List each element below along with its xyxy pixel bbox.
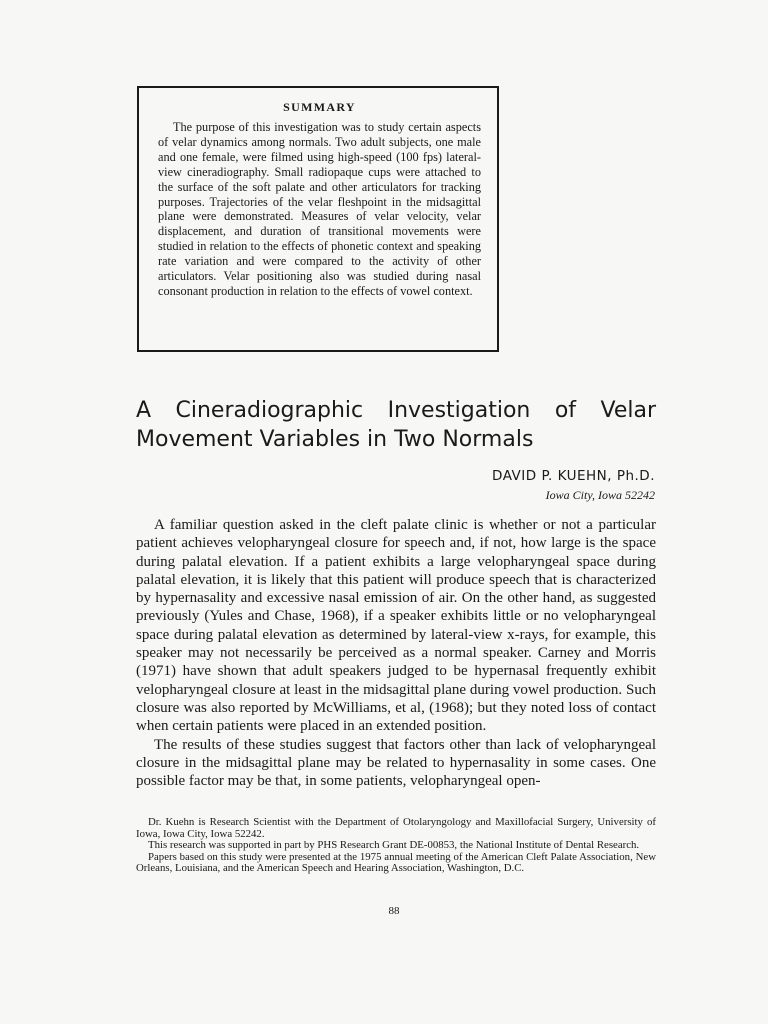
summary-text: The purpose of this investigation was to study certain aspects of velar dynamics among normals. Two adult subjects, one male and one female, were filmed using high-speed (100 fps) lateral-view cineradiography. Small radiopaque cups were attached to the surface of the soft palate and other articulators for tracking purposes. Trajectories of the velar fleshpoint in the midsagittal plane were demonstrated. Measures of velar velocity, velar displacement, and duration of transitional movements were studied in relation to the effects of phonetic context and speaking rate variation and were compared to the activity of other articulators. Velar positioning also was studied during nasal consonant production in relation to the effects of vowel context. bbox=[158, 120, 481, 298]
footnote: Dr. Kuehn is Research Scientist with the Department of Otolaryngology and Maxillofacial Surgery, University of Iowa, Iowa City, Iowa 52242. bbox=[136, 816, 656, 840]
body-text bbox=[136, 516, 656, 790]
body-paragraph: The results of these studies suggest that factors other than lack of velopharyngeal closure in the midsagittal plane may be related to hypernasality in some cases. One possible factor may be that, in some patients, velopharyngeal open- bbox=[136, 736, 656, 790]
summary-heading: SUMMARY bbox=[283, 100, 356, 114]
author-name: DAVID P. KUEHN, Ph.D. bbox=[492, 468, 655, 484]
footnote: This research was supported in part by PHS Research Grant DE-00853, the National Institute of Dental Research. bbox=[148, 839, 640, 852]
body-paragraph: A familiar question asked in the cleft palate clinic is whether or not a particular patient achieves velopharyngeal closure for speech and, if not, how large is the space during palatal elevation. If a patient exhibits a large velopharyngeal space during palatal elevation, it is likely that this patient will produce speech that is characterized by hypernasality and excessive nasal emission of air. On the other hand, as suggested previously (Yules and Chase, 1968), if a speaker exhibits little or no velopharyngeal space during palatal elevation as determined by lateral-view x-rays, for example, this speaker may not necessarily be perceived as a normal speaker. Carney and Morris (1971) have shown that adult speakers judged to be hypernasal frequently exhibit velopharyngeal closure at least in the midsagittal plane during vowel production. Such closure was also reported by McWilliams, et al, (1968); but they noted loss of contact when certain patients were placed in an extended position. bbox=[136, 517, 656, 735]
summary-box bbox=[137, 86, 499, 352]
page-number: 88 bbox=[388, 905, 400, 917]
footnotes bbox=[136, 817, 656, 875]
author-affiliation: Iowa City, Iowa 52242 bbox=[545, 488, 655, 502]
article-title-line-2: Movement Variables in Two Normals bbox=[136, 427, 534, 452]
article-title bbox=[136, 396, 656, 454]
footnote: Papers based on this study were presented at the 1975 annual meeting of the American Cleft Palate Association, New Orleans, Louisiana, and the American Speech and Hearing Association, Washington, D.C. bbox=[136, 850, 656, 875]
article-title-line-1: A Cineradiographic Investigation of Velar bbox=[136, 398, 656, 423]
